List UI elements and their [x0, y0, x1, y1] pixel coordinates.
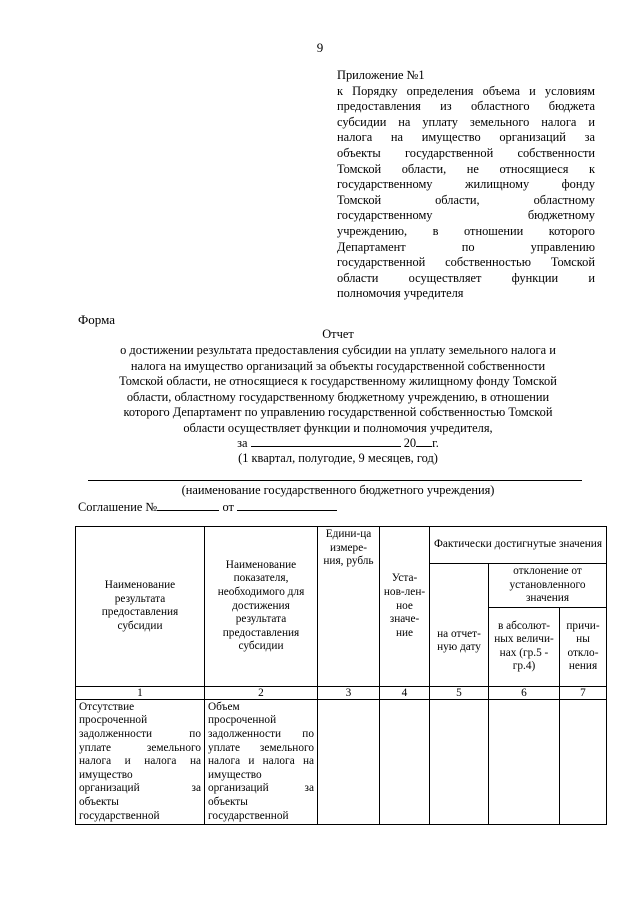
institution-blank[interactable] [88, 480, 582, 481]
column-number: 2 [205, 686, 318, 699]
column-number: 6 [489, 686, 560, 699]
cell-line: просроченной [79, 714, 148, 727]
header-absolute-deviation: в абсолют-ных величи-нах (гр.5 - гр.4) [489, 607, 560, 686]
period-suffix: г. [432, 436, 439, 450]
header-actual-values: Фактически достигнутые значения [430, 527, 607, 564]
appendix-line: полномочия учредителя [337, 286, 464, 301]
cell-line: организаций за [79, 782, 201, 795]
header-indicator-name: Наименование показателя, необходимого для достижения результата предоставления субсидии [205, 527, 318, 687]
cell-line: Объем [208, 700, 240, 713]
cell-line: уплате земельного [208, 741, 314, 754]
agreement-prefix: Соглашение № [78, 500, 158, 514]
period-hint: (1 квартал, полугодие, 9 месяцев, год) [238, 451, 438, 465]
cell-line: организаций за [208, 782, 314, 795]
row-unit-cell[interactable] [318, 699, 380, 824]
cell-line: налога и налога на [208, 755, 314, 768]
report-table [75, 526, 607, 825]
report-line: области, областному государственному бюджетному учреждению, в отношении [126, 389, 550, 404]
header-reporting-date: на отчет-ную дату [430, 564, 489, 687]
agreement-line [78, 499, 337, 515]
row-indicator-cell [205, 699, 318, 824]
appendix-line: налога на имущество организаций за [337, 130, 595, 145]
column-number: 3 [318, 686, 380, 699]
year-blank[interactable] [416, 435, 432, 447]
header-deviation: отклонение от установленного значения [489, 564, 607, 608]
cell-line: государственной [208, 809, 289, 822]
row-reporting-date-cell[interactable] [430, 699, 489, 824]
column-number: 7 [560, 686, 607, 699]
report-line: которого Департамент по управлению государственной собственностью Томской [123, 405, 553, 420]
period-blank[interactable] [251, 435, 401, 447]
appendix-line: субсидии на уплату земельного налога и [337, 114, 595, 129]
cell-line: задолженности по [208, 727, 314, 740]
row-set-value-cell[interactable] [380, 699, 430, 824]
report-line: Томской области, не относящиеся к государственному жилищному фонду Томской [119, 374, 557, 389]
report-line: о достижении результата предоставления субсидии на уплату земельного налога и [120, 343, 556, 357]
appendix-line: учреждению, в отношении которого [337, 223, 595, 238]
appendix-line: Томской области, областному [337, 192, 595, 207]
header-result-name: Наименование результата предоставления субсидии [76, 527, 205, 687]
header-set-value: Уста-нов-лен-ное значе-ние [380, 527, 430, 687]
cell-line: Отсутствие [79, 700, 135, 713]
agreement-date-blank[interactable] [237, 499, 337, 511]
cell-line: имущество [79, 768, 133, 781]
period-line [78, 435, 598, 451]
cell-line: задолженности по [79, 727, 201, 740]
agreement-number-blank[interactable] [157, 499, 219, 511]
period-year: 20 [403, 436, 417, 450]
report-line: налога на имущество организаций за объекты государственной собственности [130, 358, 546, 373]
appendix-line: области осуществляет функции и [337, 270, 595, 285]
institution-hint: (наименование государственного бюджетного учреждения) [181, 483, 495, 497]
appendix-line: государственному бюджетному [337, 208, 595, 223]
appendix-line: Департамент по управлению [337, 239, 595, 254]
agreement-from: от [222, 500, 234, 514]
table-row [76, 699, 607, 824]
column-number: 1 [76, 686, 205, 699]
cell-line: налога и налога на [79, 755, 201, 768]
period-prefix: за [237, 436, 248, 450]
appendix-line: предоставления из областного бюджета [337, 99, 595, 114]
appendix-block [337, 68, 595, 302]
cell-line: просроченной [208, 714, 277, 727]
cell-line: уплате земельного [79, 741, 201, 754]
header-unit: Едини-ца измере-ния, рубль [318, 527, 380, 687]
cell-line: государственной [79, 809, 160, 822]
header-deviation-reasons: причи-ны откло-нения [560, 607, 607, 686]
appendix-line: объекты государственной собственности [337, 145, 595, 160]
page-number: 9 [316, 40, 324, 55]
row-deviation-reasons-cell[interactable] [560, 699, 607, 824]
cell-line: объекты [79, 795, 119, 808]
cell-line: имущество [208, 768, 262, 781]
column-number: 4 [380, 686, 430, 699]
report-title: Отчет [322, 327, 354, 341]
column-number: 5 [430, 686, 489, 699]
row-absolute-deviation-cell[interactable] [489, 699, 560, 824]
appendix-line: Приложение №1 [337, 68, 425, 82]
form-label: Форма [78, 312, 115, 327]
report-description [78, 343, 598, 437]
cell-line: объекты [208, 795, 248, 808]
appendix-line: государственной собственностью Томской [337, 255, 595, 270]
report-line: области осуществляет функции и полномочия учредителя, [183, 420, 493, 435]
appendix-line: государственному жилищному фонду [337, 177, 595, 192]
row-result-cell [76, 699, 205, 824]
appendix-line: Томской области, не относящиеся к [337, 161, 595, 176]
appendix-line: к Порядку определения объема и условиям [337, 83, 595, 98]
